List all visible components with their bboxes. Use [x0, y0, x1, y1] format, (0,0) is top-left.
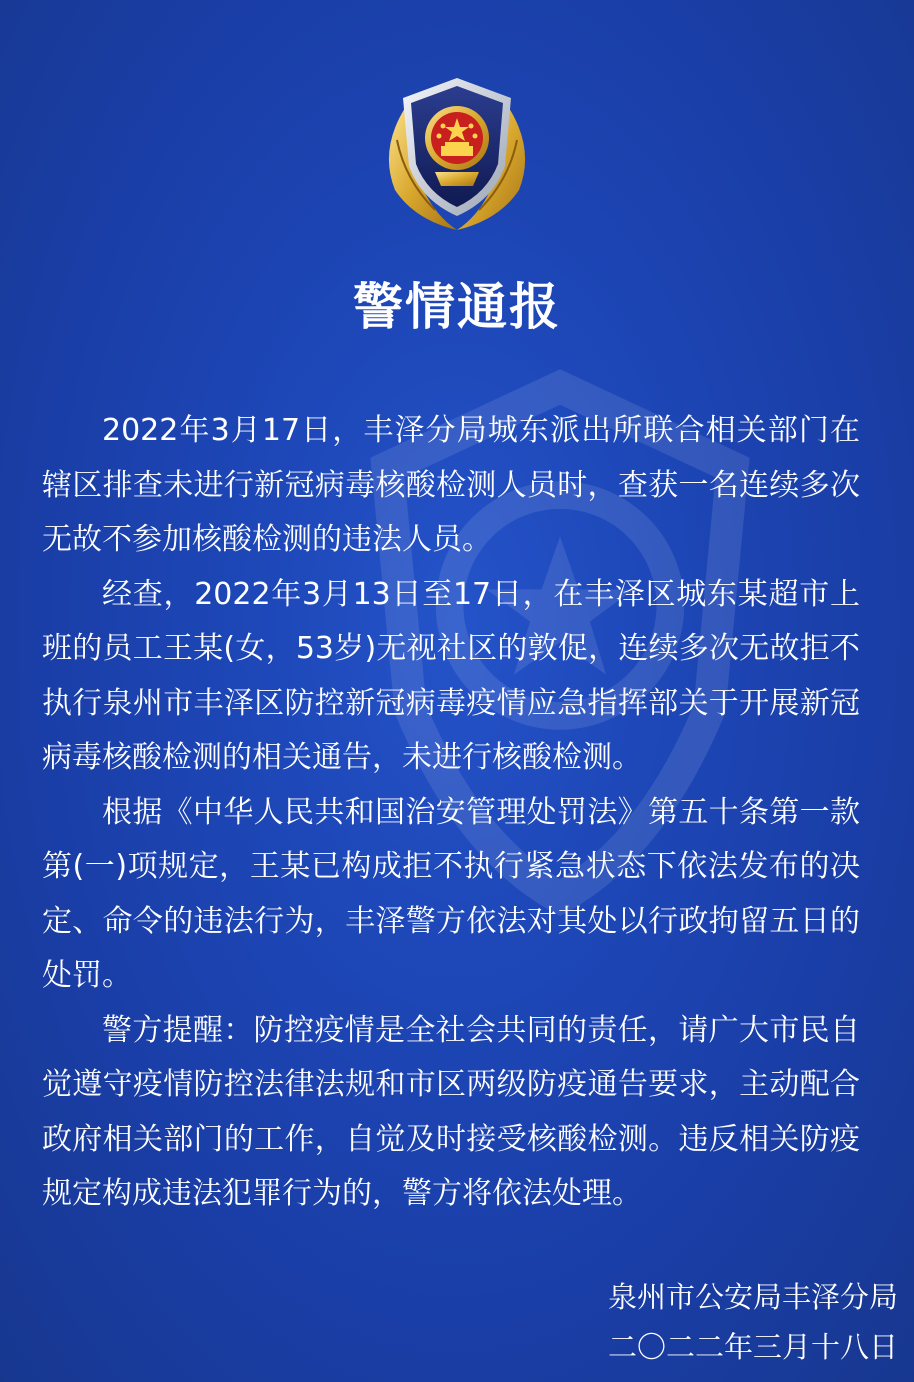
page-title: 警情通报: [353, 278, 561, 336]
issue-date: 二〇二二年三月十八日: [607, 1330, 898, 1364]
paragraph-investigation: 经查，2022年3月13日至17日，在丰泽区城东某超市上班的员工王某(女，53岁)无视社区的敦促，连续多次无故拒不执行泉州市丰泽区防控新冠病毒疫情应急指挥部关于开展新冠病毒核酸检测的相关通告，未进行核酸检测。: [42, 576, 860, 775]
paragraph-penalty: 根据《中华人民共和国治安管理处罚法》第五十条第一款第(一)项规定，王某已构成拒不执行紧急状态下依法发布的决定、命令的违法行为，丰泽警方依法对其处以行政拘留五日的处罚。: [42, 794, 860, 993]
signature-block: [608, 1272, 898, 1372]
paragraph-incident: 2022年3月17日，丰泽分局城东派出所联合相关部门在辖区排查未进行新冠病毒核酸检测人员时，查获一名连续多次无故不参加核酸检测的违法人员。: [42, 413, 860, 557]
notice-body: [42, 404, 860, 1222]
paragraph-reminder: 警方提醒：防控疫情是全社会共同的责任，请广大市民自觉遵守疫情防控法律法规和市区两级防疫通告要求，主动配合政府相关部门的工作，自觉及时接受核酸检测。违反相关防疫规定构成违法犯罪行为的，警方将依法处理。: [42, 1012, 860, 1211]
issuer-name: 泉州市公安局丰泽分局: [607, 1280, 898, 1314]
police-emblem-icon: [375, 70, 539, 238]
